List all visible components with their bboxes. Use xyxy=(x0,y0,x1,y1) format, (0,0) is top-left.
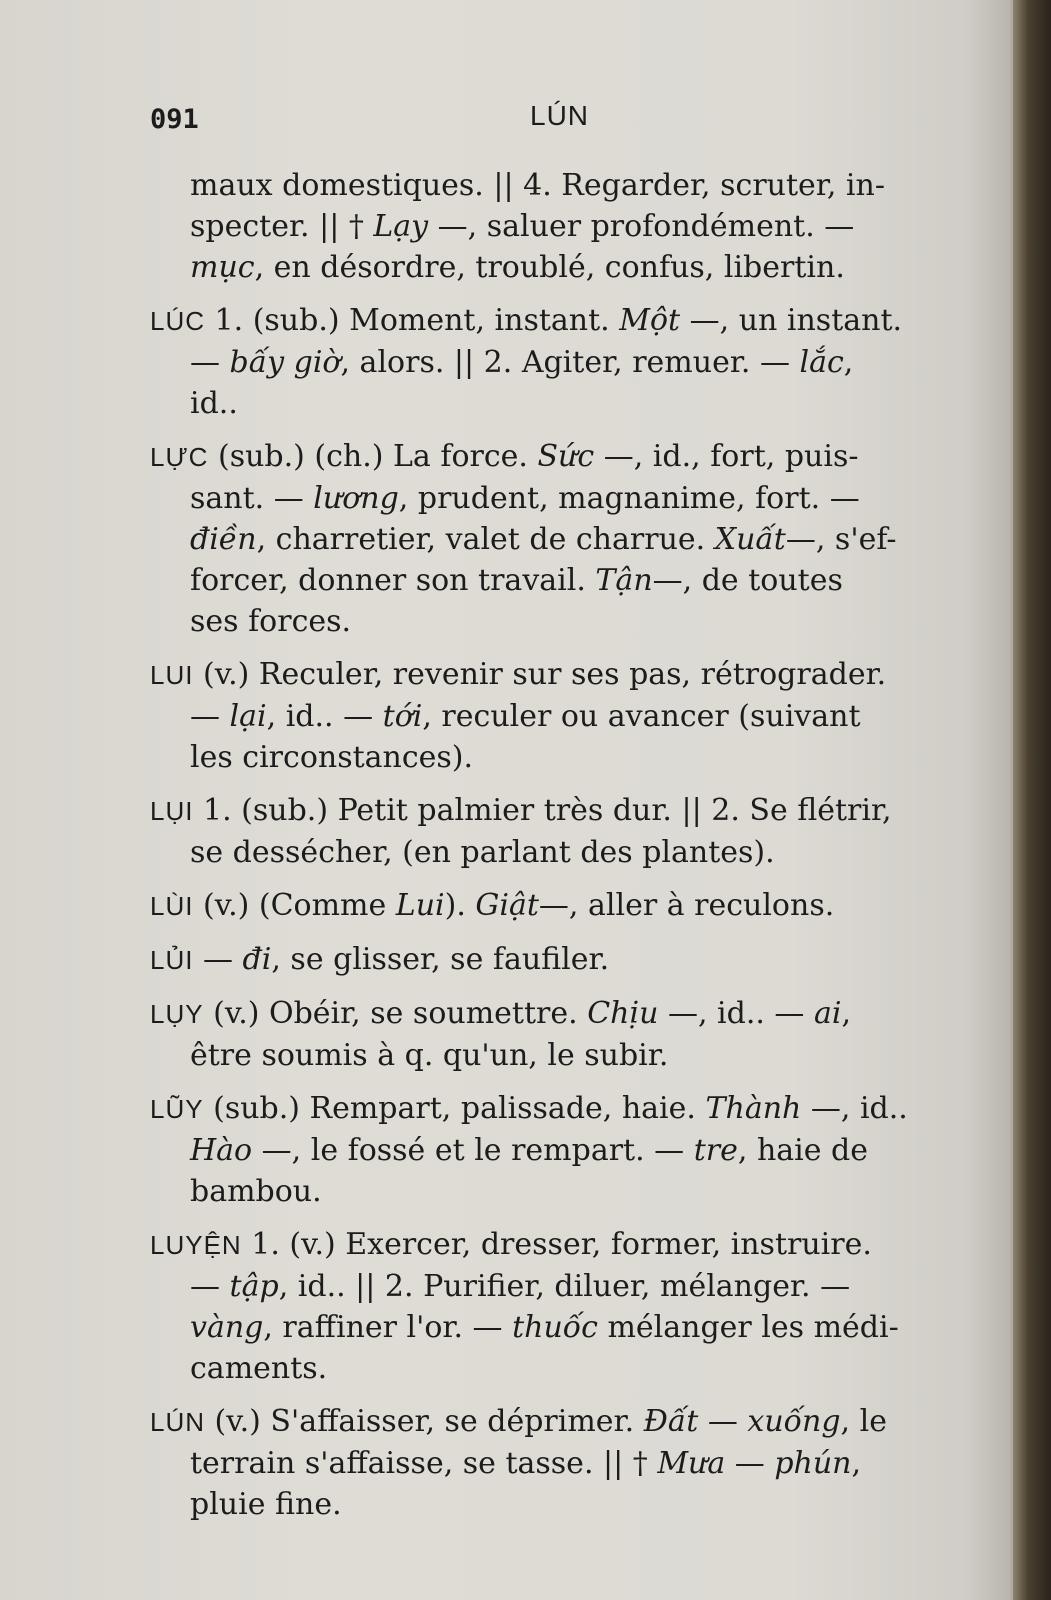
definition-text: , prudent, magnanime, fort. — xyxy=(398,481,860,516)
definition-text: , id.. — xyxy=(266,699,383,734)
headword: LỦI xyxy=(150,945,194,975)
example-term: Một xyxy=(619,303,681,338)
definition-text: maux domestiques. || 4. Regarder, scruter, in- xyxy=(190,168,885,203)
headword: LỤI xyxy=(150,796,194,826)
entry-line xyxy=(150,300,980,342)
entry-line xyxy=(150,737,980,778)
definition-text: —, un instant. xyxy=(680,303,903,338)
running-head: LÚN xyxy=(530,100,590,131)
entry-line xyxy=(150,206,980,247)
example-term: thuốc xyxy=(512,1310,598,1345)
entry-line xyxy=(150,1130,980,1171)
headword: LÚN xyxy=(150,1407,206,1437)
entry-line xyxy=(150,654,980,696)
headword: LŨY xyxy=(150,1094,204,1124)
entry-line xyxy=(150,383,980,424)
definition-text: forcer, donner son travail. xyxy=(190,563,596,598)
entry-line xyxy=(150,1088,980,1130)
definition-text: (v.) Obéir, se soumettre. xyxy=(203,996,588,1031)
entry-line xyxy=(150,790,980,832)
definition-text: , reculer ou avancer (suivant xyxy=(422,699,861,734)
example-term: Sức xyxy=(537,439,595,474)
example-term: bấy giờ xyxy=(229,345,341,380)
entry-line xyxy=(150,1307,980,1348)
entry-line xyxy=(150,1348,980,1389)
definition-text: , xyxy=(851,1446,862,1481)
book-spine xyxy=(1013,0,1051,1600)
definition-text: — xyxy=(190,345,230,380)
entry-line xyxy=(150,601,980,642)
definition-text: — xyxy=(193,942,243,977)
entry-line xyxy=(150,696,980,737)
page-header xyxy=(150,100,980,150)
example-term: mục xyxy=(190,250,255,285)
definition-text: (sub.) Rempart, palissade, haie. xyxy=(203,1091,706,1126)
entry-line xyxy=(150,519,980,560)
definition-text: , le xyxy=(840,1404,887,1439)
headword: LỰC xyxy=(150,442,209,472)
definition-text: —, le fossé et le rempart. — xyxy=(252,1133,694,1168)
definition-text: , xyxy=(843,345,854,380)
entry-cont xyxy=(150,165,980,288)
entry-lui3 xyxy=(150,885,980,927)
definition-text: — xyxy=(725,1446,775,1481)
example-term: phún xyxy=(774,1446,852,1481)
example-term: Xuất xyxy=(714,522,786,557)
definition-text: pluie fine. xyxy=(190,1487,342,1522)
example-term: tới xyxy=(382,699,423,734)
definition-text: ses forces. xyxy=(190,604,352,639)
definition-text: —, aller à reculons. xyxy=(538,888,835,923)
headword: LUYỆN xyxy=(150,1230,242,1260)
entry-line xyxy=(150,478,980,519)
example-term: ai xyxy=(813,996,842,1031)
example-term: Tận xyxy=(595,563,653,598)
entry-line xyxy=(150,1266,980,1307)
definition-text: —, saluer profondément. — xyxy=(428,209,855,244)
definition-text: (v.) (Comme xyxy=(193,888,396,923)
entry-lui4 xyxy=(150,939,980,981)
entry-line xyxy=(150,1224,980,1266)
definition-text: — xyxy=(698,1404,748,1439)
definition-text: être soumis à q. qu'un, le subir. xyxy=(190,1038,669,1073)
entry-luc2 xyxy=(150,436,980,642)
example-term: vàng xyxy=(190,1310,264,1345)
entry-line xyxy=(150,436,980,478)
definition-text: , alors. || 2. Agiter, remuer. — xyxy=(340,345,800,380)
definition-text: , raffiner l'or. — xyxy=(263,1310,513,1345)
headword: LUI xyxy=(150,660,194,690)
definition-text: — xyxy=(190,1269,230,1304)
headword: LÙI xyxy=(150,891,194,921)
entry-lun xyxy=(150,1401,980,1525)
example-term: lại xyxy=(229,699,267,734)
entry-line xyxy=(150,1484,980,1525)
page-number: 091 xyxy=(150,104,199,135)
example-term: Chịu xyxy=(587,996,659,1031)
definition-text: se dessécher, (en parlant des plantes). xyxy=(190,835,775,870)
definition-text: 1. (v.) Exercer, dresser, former, instruire. xyxy=(241,1227,872,1262)
example-term: Hào xyxy=(190,1133,253,1168)
definition-text: id.. xyxy=(190,386,238,421)
example-term: Mưa xyxy=(657,1446,726,1481)
definition-text: , en désordre, troublé, confus, libertin. xyxy=(254,250,845,285)
dictionary-entries xyxy=(150,165,980,1525)
definition-text: —, id.. — xyxy=(658,996,814,1031)
definition-text: , charretier, valet de charrue. xyxy=(256,522,715,557)
entry-line xyxy=(150,560,980,601)
example-term: Giật xyxy=(475,888,539,923)
example-term: điền xyxy=(190,522,257,557)
entry-line xyxy=(150,342,980,383)
example-term: lắc xyxy=(799,345,844,380)
definition-text: , se glisser, se faufiler. xyxy=(271,942,610,977)
definition-text: (v.) Reculer, revenir sur ses pas, rétrograder. xyxy=(193,657,887,692)
definition-text: specter. || † xyxy=(190,209,374,244)
definition-text: terrain s'affaisse, se tasse. || † xyxy=(190,1446,658,1481)
headword: LỤY xyxy=(150,999,204,1029)
entry-line xyxy=(150,165,980,206)
definition-text: sant. — xyxy=(190,481,314,516)
entry-line xyxy=(150,1171,980,1212)
entry-line xyxy=(150,247,980,288)
entry-luy2 xyxy=(150,1088,980,1212)
entry-lui2 xyxy=(150,790,980,873)
entry-luy xyxy=(150,993,980,1076)
entry-luc xyxy=(150,300,980,424)
example-term: lương xyxy=(313,481,399,516)
entry-line xyxy=(150,1443,980,1484)
example-term: tập xyxy=(229,1269,279,1304)
definition-text: 1. (sub.) Petit palmier très dur. || 2. Se flétrir, xyxy=(193,793,892,828)
example-term: tre xyxy=(693,1133,738,1168)
entry-line xyxy=(150,1401,980,1443)
example-term: Lui xyxy=(395,888,445,923)
definition-text: , haie de xyxy=(737,1133,868,1168)
entry-line xyxy=(150,939,980,981)
definition-text: —, de toutes xyxy=(652,563,843,598)
example-term: xuống xyxy=(747,1404,841,1439)
example-term: Thành xyxy=(705,1091,802,1126)
definition-text: (v.) S'affaisser, se déprimer. xyxy=(205,1404,644,1439)
definition-text: ). xyxy=(444,888,476,923)
example-term: Đất xyxy=(643,1404,699,1439)
definition-text: — xyxy=(190,699,230,734)
entry-line xyxy=(150,1035,980,1076)
example-term: Lạy xyxy=(373,209,429,244)
definition-text: les circonstances). xyxy=(190,740,474,775)
definition-text: bambou. xyxy=(190,1174,322,1209)
definition-text: caments. xyxy=(190,1351,328,1386)
entry-line xyxy=(150,993,980,1035)
entry-luyen xyxy=(150,1224,980,1389)
definition-text: , id.. || 2. Purifier, diluer, mélanger. — xyxy=(278,1269,851,1304)
definition-text: (sub.) (ch.) La force. xyxy=(208,439,538,474)
entry-line xyxy=(150,885,980,927)
definition-text: —, id.. xyxy=(801,1091,908,1126)
example-term: đi xyxy=(242,942,272,977)
definition-text: 1. (sub.) Moment, instant. xyxy=(205,303,620,338)
headword: LÚC xyxy=(150,306,206,336)
definition-text: —, s'ef- xyxy=(785,522,897,557)
definition-text: —, id., fort, puis- xyxy=(594,439,859,474)
entry-lui xyxy=(150,654,980,778)
definition-text: mélanger les médi- xyxy=(597,1310,899,1345)
definition-text: , xyxy=(841,996,851,1031)
entry-line xyxy=(150,832,980,873)
